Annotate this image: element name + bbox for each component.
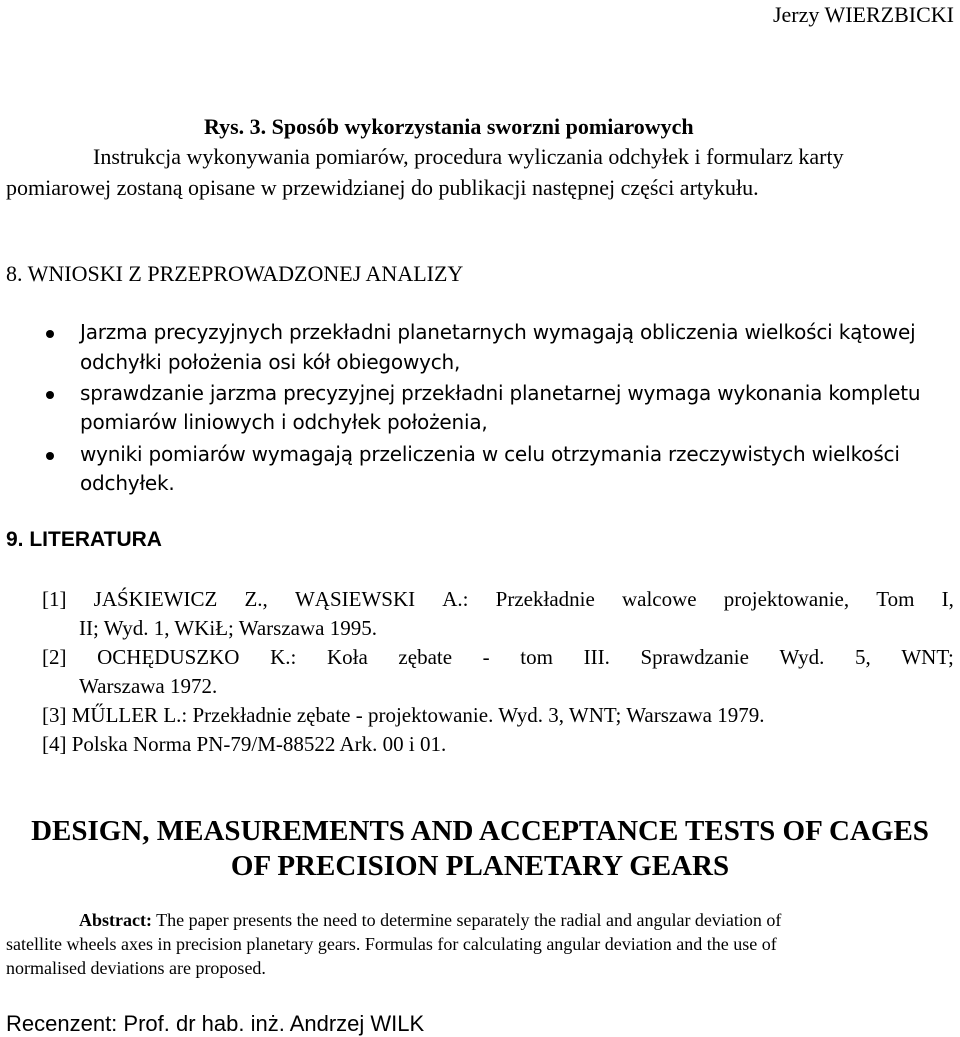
bullet-2-line-2: pomiarów liniowych i odchyłek położenia, [80, 410, 488, 434]
intro-line-2: pomiarowej zostaną opisane w przewidzianej do publikacji następnej części artykułu. [6, 175, 759, 200]
reference-1-line-1 [42, 587, 954, 612]
ref-1-word: I, [941, 587, 954, 611]
bullet-dot-3 [46, 452, 54, 460]
ref-2-word: zębate [398, 645, 453, 669]
section-9-heading: 9. LITERATURA [6, 528, 162, 551]
abstract-line-3: normalised deviations are proposed. [6, 958, 266, 978]
ref-2-word: 5, [854, 645, 871, 669]
reference-4: [4] Polska Norma PN-79/M-88522 Ark. 00 i 01. [42, 732, 447, 756]
reviewer-note: Recenzent: Prof. dr hab. inż. Andrzej WILK [6, 1011, 425, 1036]
ref-2-word: Sprawdzanie [640, 645, 749, 669]
ref-2-word: - [482, 645, 490, 669]
ref-2-word: Wyd. [779, 645, 825, 669]
ref-1-word: JAŚKIEWICZ [93, 587, 218, 611]
ref-1-word: Tom [876, 587, 915, 611]
ref-1-word: WĄSIEWSKI [294, 587, 416, 611]
abstract-text: The paper presents the need to determine separately the radial and angular deviation of [156, 910, 782, 930]
running-header-author: Jerzy WIERZBICKI [772, 2, 954, 27]
ref-2-word: tom [520, 645, 553, 669]
ref-1-word: walcowe [621, 587, 697, 611]
reference-2-line-1 [42, 645, 954, 670]
english-title-line-2: OF PRECISION PLANETARY GEARS [230, 850, 730, 882]
bullet-1-line-1: Jarzma precyzyjnych przekładni planetarnych wymagają obliczenia wielkości kątowej [80, 320, 916, 344]
ref-1-word: A.: [442, 587, 469, 611]
abstract-line-2: satellite wheels axes in precision planetary gears. Formulas for calculating angular deviation and the use of [6, 934, 777, 954]
ref-1-word: Z., [244, 587, 268, 611]
bullet-dot-1 [46, 330, 54, 338]
ref-2-word: WNT; [901, 645, 954, 669]
reference-2-line-2: Warszawa 1972. [79, 674, 218, 698]
english-title-line-1: DESIGN, MEASUREMENTS AND ACCEPTANCE TESTS OF CAGES [31, 815, 929, 847]
intro-line-1: Instrukcja wykonywania pomiarów, procedura wyliczania odchyłek i formularz karty [93, 144, 844, 169]
ref-2-word: OCHĘDUSZKO [97, 645, 240, 669]
abstract-line-1 [79, 910, 781, 931]
ref-2-word: K.: [270, 645, 297, 669]
ref-1-word: Przekładnie [495, 587, 595, 611]
section-8-heading: 8. WNIOSKI Z PRZEPROWADZONEJ ANALIZY [6, 261, 464, 286]
ref-1-word: projektowanie, [723, 587, 850, 611]
bullet-2-line-1: sprawdzanie jarzma precyzyjnej przekładni planetarnej wymaga wykonania kompletu [80, 381, 921, 405]
reference-1-line-2: II; Wyd. 1, WKiŁ; Warszawa 1995. [79, 616, 377, 640]
bullet-1-line-2: odchyłki położenia osi kół obiegowych, [80, 350, 461, 374]
bullet-3-line-1: wyniki pomiarów wymagają przeliczenia w celu otrzymania rzeczywistych wielkości [80, 442, 900, 466]
ref-2-word: [2] [42, 645, 67, 669]
ref-1-word: [1] [42, 587, 67, 611]
figure-caption: Rys. 3. Sposób wykorzystania sworzni pomiarowych [204, 114, 694, 139]
ref-2-word: Koła [326, 645, 368, 669]
bullet-dot-2 [46, 391, 54, 399]
ref-2-word: III. [583, 645, 610, 669]
abstract-label: Abstract: [79, 910, 152, 930]
reference-3: [3] MŰLLER L.: Przekładnie zębate - projektowanie. Wyd. 3, WNT; Warszawa 1979. [42, 703, 765, 727]
bullet-3-line-2: odchyłek. [80, 471, 175, 495]
